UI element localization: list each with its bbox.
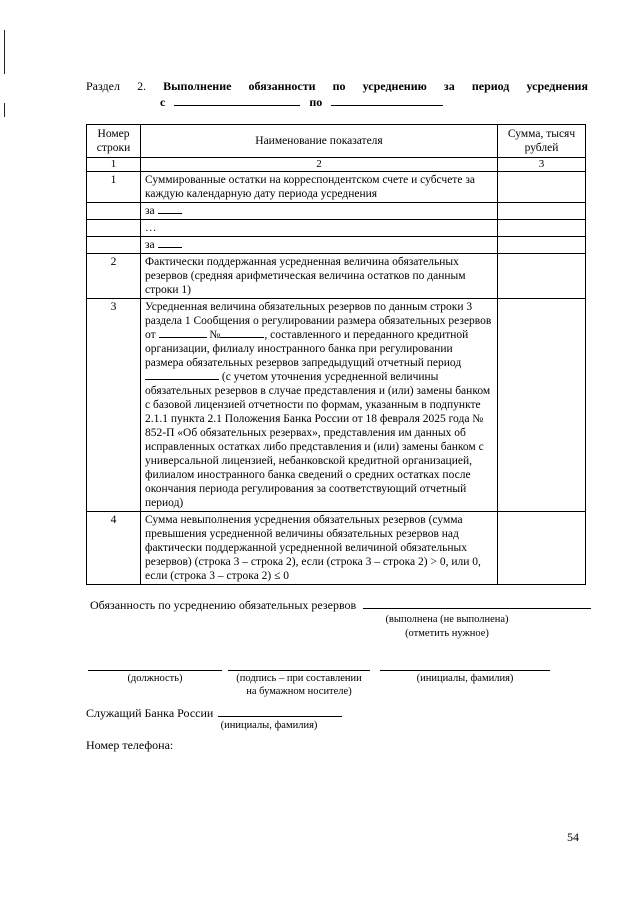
position-caption: (должность) bbox=[127, 673, 183, 684]
to-label: по bbox=[309, 95, 323, 109]
section-header bbox=[86, 79, 588, 94]
table-row-4 bbox=[87, 512, 586, 585]
signature-caption-2: на бумажном носителе) bbox=[246, 686, 352, 697]
row-4-num: 4 bbox=[87, 512, 141, 585]
row-3-text-part-1: Усредненная величина обязательных резервов по данным строки 3 раздела 1 Сообщения о регулировании размера обязательных резервов от bbox=[145, 301, 492, 341]
margin-mark-top bbox=[4, 30, 5, 74]
employee-label: Служащий Банка России bbox=[86, 706, 214, 720]
row-1a-sum[interactable] bbox=[498, 203, 586, 220]
title-word-7: усреднения bbox=[526, 79, 588, 93]
table-row-1b bbox=[87, 220, 586, 237]
row-4-text: Сумма невыполнения усреднения обязательных резервов (сумма превышения усредненной величины обязательных резервов над фактически поддержанной усредненной величиной обязательных резервов) (строка 3 – строка 2), если (строка 3 – строка 2) > 0, или 0, если (строка 3 – строка 2) ≤ 0 bbox=[141, 512, 498, 585]
row-1c-text bbox=[141, 237, 498, 254]
obligation-label: Обязанность по усреднению обязательных резервов bbox=[90, 598, 357, 612]
row-3-period-field[interactable] bbox=[145, 370, 219, 380]
initials-caption: (инициалы, фамилия) bbox=[416, 673, 514, 684]
title-word-1: Выполнение bbox=[163, 79, 232, 93]
row-1b-sum[interactable] bbox=[498, 220, 586, 237]
header-sum: Сумма, тысяч рублей bbox=[498, 125, 586, 158]
index-cell-1: 1 bbox=[87, 158, 141, 172]
table-row-2 bbox=[87, 254, 586, 299]
row-4-sum[interactable] bbox=[498, 512, 586, 585]
section-number: 2. bbox=[137, 79, 147, 93]
row-1a-text bbox=[141, 203, 498, 220]
title-word-5: за bbox=[443, 79, 455, 93]
row-1c-num bbox=[87, 237, 141, 254]
row-1c-date-field[interactable] bbox=[158, 238, 182, 248]
row-1a-date-field[interactable] bbox=[158, 204, 182, 214]
row-3-number-field[interactable] bbox=[220, 328, 264, 338]
table-header-row bbox=[87, 125, 586, 158]
row-1-text: Суммированные остатки на корреспондентском счете и субсчете за каждую календарную дату периода усреднения bbox=[141, 172, 498, 203]
index-cell-3: 3 bbox=[498, 158, 586, 172]
page-number: 54 bbox=[567, 830, 579, 844]
row-2-sum[interactable] bbox=[498, 254, 586, 299]
row-3-text-part-3: , составленного и переданного кредитной организации, филиалу иностранного банка при регулировании размера обязательных резервов запредыдущий отчетный период bbox=[145, 329, 469, 369]
row-3-sum[interactable] bbox=[498, 299, 586, 512]
row-1a-num bbox=[87, 203, 141, 220]
obligation-hint-2: (отметить нужное) bbox=[405, 628, 489, 639]
obligation-hint-1: (выполнена (не выполнена) bbox=[385, 614, 509, 625]
from-label: с bbox=[160, 95, 166, 109]
row-1-num: 1 bbox=[87, 172, 141, 203]
row-2-text: Фактически поддержанная усредненная величина обязательных резервов (средняя арифметическая величина остатков по данным строки 1) bbox=[141, 254, 498, 299]
margin-mark-bottom bbox=[4, 103, 5, 117]
obligation-field[interactable] bbox=[363, 598, 591, 609]
row-1-sum[interactable] bbox=[498, 172, 586, 203]
table-row-1a bbox=[87, 203, 586, 220]
row-3-num: 3 bbox=[87, 299, 141, 512]
obligation-line bbox=[90, 598, 591, 613]
phone-label: Номер телефона: bbox=[86, 738, 174, 752]
row-1c-za: за bbox=[145, 239, 155, 251]
employee-field[interactable] bbox=[218, 706, 342, 717]
reserves-table bbox=[86, 124, 586, 585]
employee-caption: (инициалы, фамилия) bbox=[220, 720, 318, 731]
period-line bbox=[160, 95, 460, 110]
table-row-3 bbox=[87, 299, 586, 512]
row-1b-num bbox=[87, 220, 141, 237]
table-index-row bbox=[87, 158, 586, 172]
position-line[interactable] bbox=[88, 670, 222, 671]
row-3-text-part-4: (с учетом уточнения усредненной величины обязательных резервов в случае представления и (или) замены банком с базовой лицензией отчетности по формам, указанным в подпункте 2.1.1 пункта 2.1 Положения Банка России от 18 февраля 2025 года № 852-П «Об обязательных резервах», представления им данных об исправленных остатках либо представления и (или) замены банком с универсальной лицензией, небанковской кредитной организацией, филиалом иностранного банка сведений о средних остатках после окончания периода регулирования за соответствующий отчетный период) bbox=[145, 371, 491, 509]
table-row-1c bbox=[87, 237, 586, 254]
title-word-3: по bbox=[332, 79, 346, 93]
row-1a-za: за bbox=[145, 205, 155, 217]
header-row-num: Номер строки bbox=[87, 125, 141, 158]
section-word: Раздел bbox=[86, 79, 120, 93]
signature-caption-1: (подпись – при составлении bbox=[236, 673, 362, 684]
employee-line bbox=[86, 706, 342, 721]
signature-line[interactable] bbox=[228, 670, 370, 671]
row-1c-sum[interactable] bbox=[498, 237, 586, 254]
table-row-1 bbox=[87, 172, 586, 203]
index-cell-2: 2 bbox=[141, 158, 498, 172]
row-3-no-sign: № bbox=[209, 329, 221, 341]
period-to-field[interactable] bbox=[331, 95, 443, 106]
title-word-6: период bbox=[471, 79, 510, 93]
row-2-num: 2 bbox=[87, 254, 141, 299]
row-3-text bbox=[141, 299, 498, 512]
row-3-date-field[interactable] bbox=[159, 328, 207, 338]
title-word-2: обязанности bbox=[248, 79, 316, 93]
title-word-4: усреднению bbox=[362, 79, 427, 93]
initials-line[interactable] bbox=[380, 670, 550, 671]
period-from-field[interactable] bbox=[174, 95, 300, 106]
row-1b-text: … bbox=[141, 220, 498, 237]
header-name: Наименование показателя bbox=[141, 125, 498, 158]
